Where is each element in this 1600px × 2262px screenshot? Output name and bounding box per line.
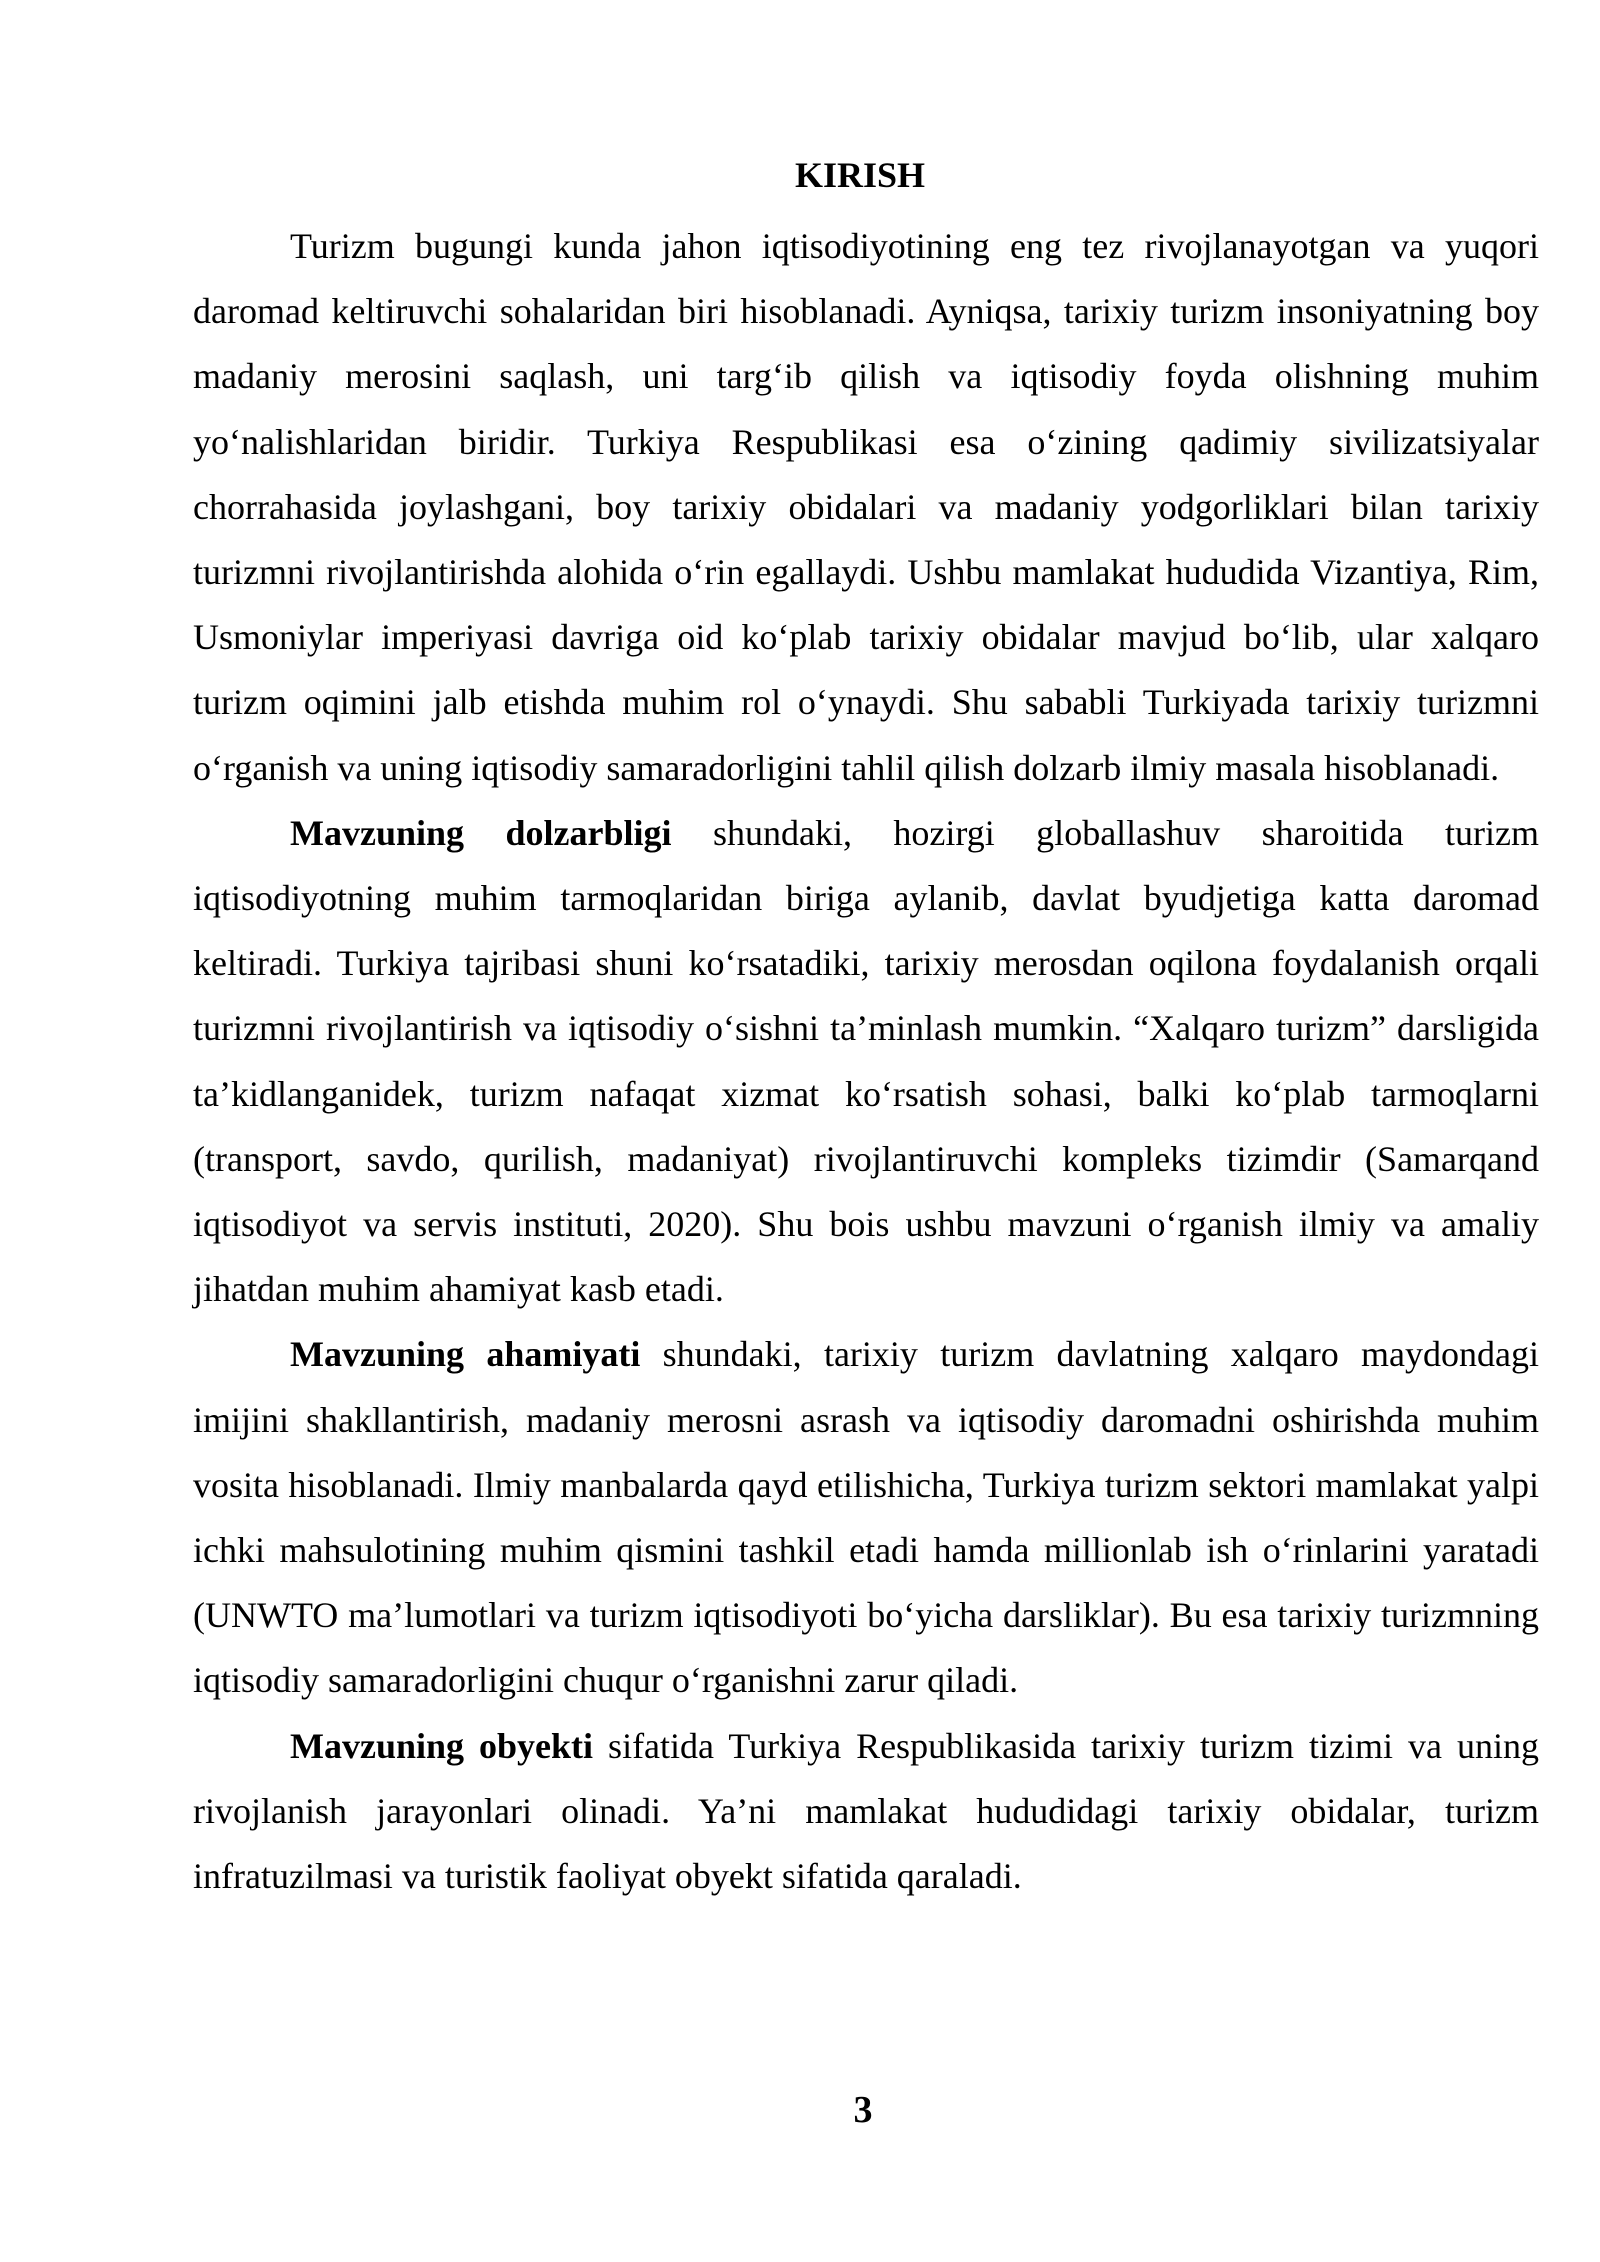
section-heading: KIRISH xyxy=(794,155,926,195)
paragraph-object xyxy=(193,1714,1539,1910)
page-number: 3 xyxy=(853,2089,873,2131)
paragraph-lead: Mavzuning obyekti xyxy=(290,1725,594,1766)
paragraph-significance xyxy=(193,1322,1539,1713)
paragraph-introduction xyxy=(193,214,1539,801)
paragraph-text: shundaki, hozirgi globallashuv sharoitida turizm iqtisodiyotning muhim tarmoqlaridan biriga aylanib, davlat byudjetiga katta daromad keltiradi. Turkiya tajribasi shuni ko‘rsatadiki, tarixiy merosdan oqilona foydalanish orqali turizmni rivojlantirish va iqtisodiy o‘sishni ta’minlash mumkin. “Xalqaro turizm” darsligida ta’kidlanganidek, turizm nafaqat xizmat ko‘rsatish sohasi, balki ko‘plab tarmoqlarni (transport, savdo, qurilish, madaniyat) rivojlantiruvchi kompleks tizimdir (Samarqand iqtisodiyot va servis instituti, 2020). Shu bois ushbu mavzuni o‘rganish ilmiy va amaliy jihatdan muhim ahamiyat kasb etadi. xyxy=(193,812,1540,1310)
body-text xyxy=(193,214,1539,1909)
paragraph-text: Turizm bugungi kunda jahon iqtisodiyotining eng tez rivojlanayotgan va yuqori daromad keltiruvchi sohalaridan biri hisoblanadi. Ayniqsa, tarixiy turizm insoniyatning boy madaniy merosini saqlash, uni targ‘ib qilish va iqtisodiy foyda olishning muhim yo‘nalishlaridan biridir. Turkiya Respublikasi esa o‘zining qadimiy sivilizatsiyalar chorrahasida joylashgani, boy tarixiy obidalari va madaniy yodgorliklari bilan tarixiy turizmni rivojlantirishda alohida o‘rin egallaydi. Ushbu mamlakat hududida Vizantiya, Rim, Usmoniylar imperiyasi davriga oid ko‘plab tarixiy obidalar mavjud bo‘lib, ular xalqaro turizm oqimini jalb etishda muhim rol o‘ynaydi. Shu sababli Turkiyada tarixiy turizmni o‘rganish va uning iqtisodiy samaradorligini tahlil qilish dolzarb ilmiy masala hisoblanadi. xyxy=(193,226,1539,788)
paragraph-text: sifatida Turkiya Respublikasida tarixiy turizm tizimi va uning rivojlanish jarayonlari olinadi. Ya’ni mamlakat hududidagi tarixiy obidalar, turizm infratuzilmasi va turistik faoliyat obyekt sifatida qaraladi. xyxy=(193,1725,1539,1897)
paragraph-lead: Mavzuning ahamiyati xyxy=(290,1334,641,1375)
paragraph-text: shundaki, tarixiy turizm davlatning xalqaro maydondagi imijini shakllantirish, madaniy merosni asrash va iqtisodiy daromadni oshirishda muhim vosita hisoblanadi. Ilmiy manbalarda qayd etilishicha, Turkiya turizm sektori mamlakat yalpi ichki mahsulotining muhim qismini tashkil etadi hamda millionlab ish o‘rinlarini yaratadi (UNWTO ma’lumotlari va turizm iqtisodiyoti bo‘yicha darsliklar). Bu esa tarixiy turizmning iqtisodiy samaradorligini chuqur o‘rganishni zarur qiladi. xyxy=(193,1334,1539,1701)
paragraph-lead: Mavzuning dolzarbligi xyxy=(290,812,672,853)
paragraph-relevance xyxy=(193,801,1539,1323)
